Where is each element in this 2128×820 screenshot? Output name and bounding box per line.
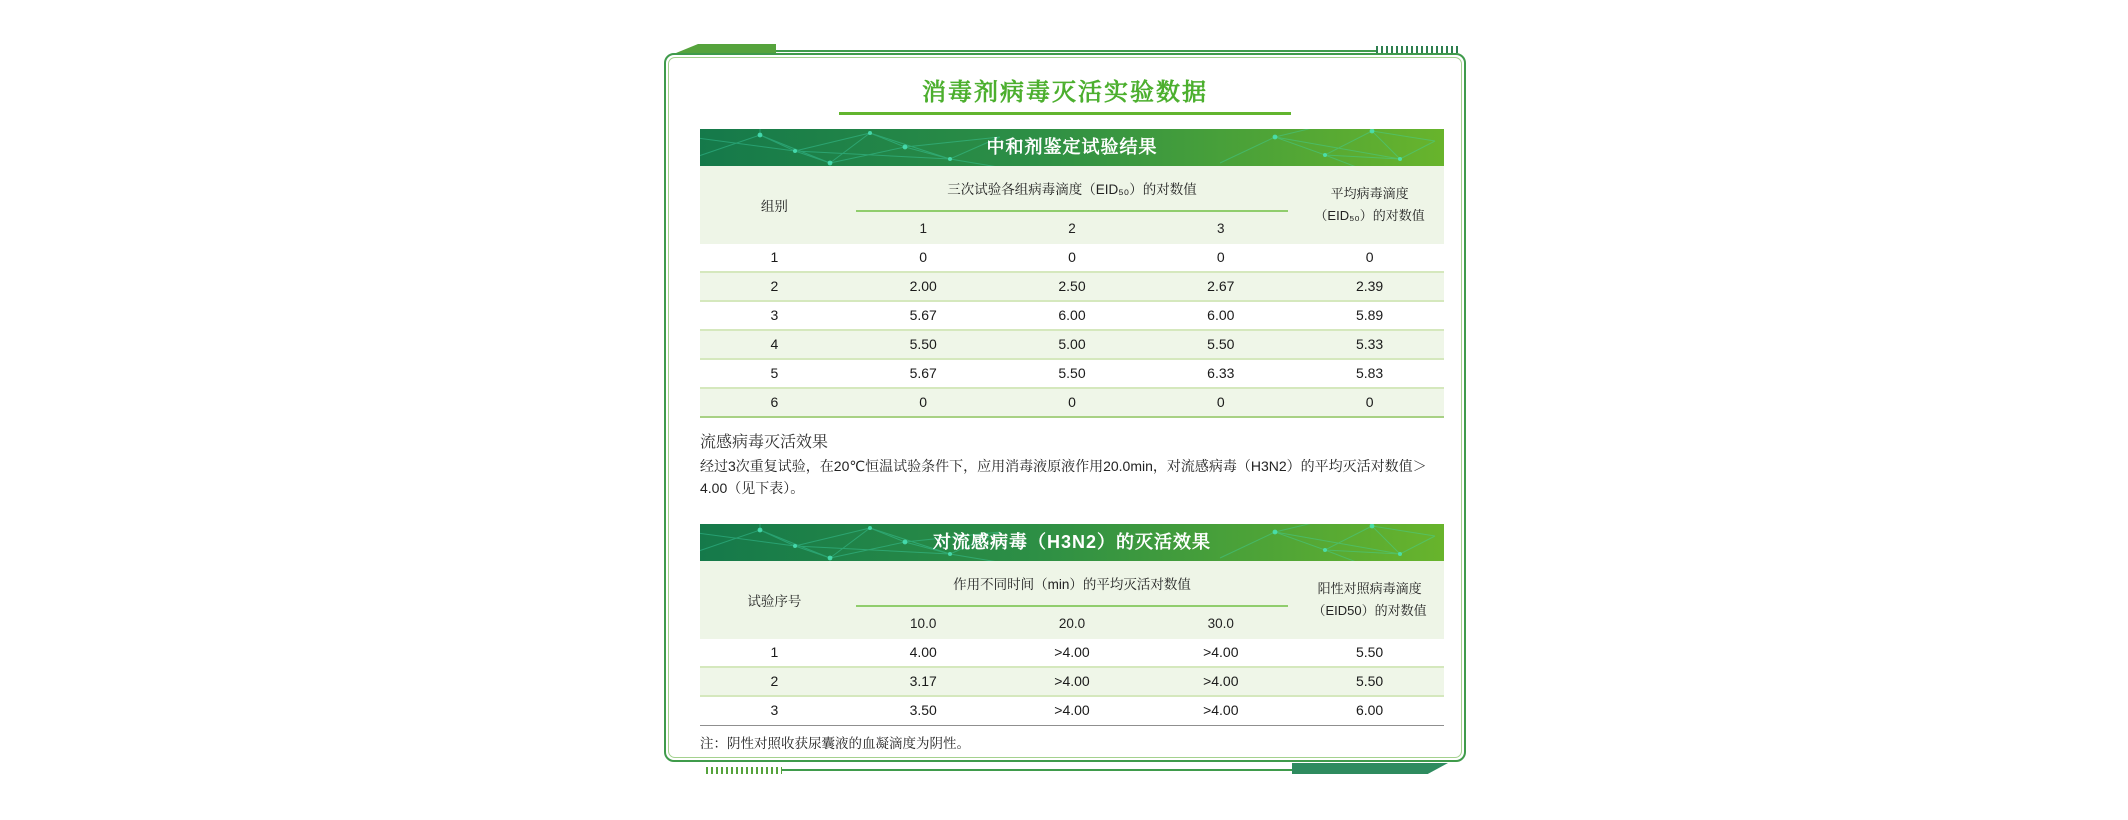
table-cell: 6.00 <box>1207 307 1235 323</box>
section-paragraph: 经过3次重复试验，在20℃恒温试验条件下，应用消毒液原液作用20.0min，对流感病毒（H3N2）的平均灭活对数值＞4.00（见下表）。 <box>700 458 1427 496</box>
table1-span-underline <box>856 210 1288 212</box>
table2-avg-header-line2: （EID50）的对数值 <box>1312 603 1427 618</box>
table2-banner <box>700 524 1444 561</box>
table-cell: 1 <box>770 249 779 265</box>
table-cell: >4.00 <box>1203 702 1239 718</box>
table-cell: 2 <box>770 673 779 689</box>
table2-banner-title: 对流感病毒（H3N2）的灭活效果 <box>932 532 1212 552</box>
table-cell: 3.17 <box>909 673 937 689</box>
table-cell: >4.00 <box>1203 644 1239 660</box>
table1-banner <box>700 129 1444 166</box>
table-cell: 0 <box>1068 249 1076 265</box>
corner-ribbon-bottom-right <box>1292 763 1448 774</box>
table-cell: 5.50 <box>1058 365 1086 381</box>
table-cell: 0 <box>1365 249 1374 265</box>
top-right-hatch-decoration <box>1376 46 1458 53</box>
table-cell: 2 <box>770 278 779 294</box>
bottom-decorative-line <box>782 769 1294 771</box>
table-cell: 4 <box>770 336 779 352</box>
table-row <box>700 639 1444 668</box>
table-cell: 4.00 <box>909 644 937 660</box>
table-cell: 2.00 <box>909 278 937 294</box>
table-row <box>700 244 1444 273</box>
table1-span-header: 三次试验各组病毒滴度（EID₅₀）的对数值 <box>947 182 1197 197</box>
table2-avg-header-line1: 阳性对照病毒滴度 <box>1317 581 1422 596</box>
table-cell: 5.50 <box>1355 644 1384 660</box>
title-underline <box>839 112 1291 115</box>
table-cell: 5.50 <box>1355 673 1384 689</box>
table-cell: >4.00 <box>1054 673 1090 689</box>
table-row <box>700 331 1444 360</box>
table2-body <box>700 639 1444 726</box>
table2-span-underline <box>856 605 1288 607</box>
table1-header <box>700 166 1444 246</box>
table-row <box>700 697 1444 726</box>
corner-ribbon-top-left <box>676 44 776 53</box>
table-cell: 0 <box>1068 394 1076 410</box>
top-decorative-line <box>776 50 1376 52</box>
table1-group-header: 组别 <box>760 199 788 214</box>
table1-banner-title: 中和剂鉴定试验结果 <box>986 137 1158 157</box>
table-cell: 0 <box>1216 394 1225 410</box>
table-row <box>700 302 1444 331</box>
table-cell: 2.39 <box>1355 278 1384 294</box>
table-cell: 5.50 <box>1207 336 1235 352</box>
table-cell: 2.67 <box>1207 278 1235 294</box>
table-cell: 1 <box>770 644 779 660</box>
table-row <box>700 273 1444 302</box>
table-cell: 6.33 <box>1207 365 1235 381</box>
table-cell: 5.50 <box>909 336 937 352</box>
table-cell: 5.67 <box>909 307 937 323</box>
table1-subheader-3: 3 <box>1217 220 1225 236</box>
table-cell: >4.00 <box>1054 702 1090 718</box>
table-cell: 5 <box>770 365 779 381</box>
table1-avg-header-line2: （EID₅₀）的对数值 <box>1314 208 1425 223</box>
page-title: 消毒剂病毒灭活实验数据 <box>922 79 1208 106</box>
table-row <box>700 668 1444 697</box>
table-cell: >4.00 <box>1203 673 1239 689</box>
table-cell: 3 <box>770 702 779 718</box>
table2-span-header: 作用不同时间（min）的平均灭活对数值 <box>953 577 1191 592</box>
table-cell: >4.00 <box>1054 644 1090 660</box>
section-heading: 流感病毒灭活效果 <box>700 434 829 451</box>
table-cell: 2.50 <box>1058 278 1086 294</box>
table2-subheader-3: 30.0 <box>1207 615 1234 631</box>
table-cell: 0 <box>919 394 928 410</box>
table-cell: 6 <box>770 394 779 410</box>
table2-subheader-1: 10.0 <box>910 615 937 631</box>
table1-avg-header-line1: 平均病毒滴度 <box>1330 186 1409 201</box>
table-cell: 5.89 <box>1355 307 1384 323</box>
table-cell: 5.83 <box>1355 365 1384 381</box>
table-row <box>700 389 1444 418</box>
table2-group-header: 试验序号 <box>747 594 802 609</box>
table-cell: 6.00 <box>1058 307 1086 323</box>
table2-avg-header <box>1295 561 1444 639</box>
table-row <box>700 360 1444 389</box>
table-cell: 5.00 <box>1058 336 1086 352</box>
table1-subheader-1: 1 <box>919 220 927 236</box>
table-cell: 3 <box>770 307 779 323</box>
table-cell: 0 <box>919 249 928 265</box>
table-cell: 0 <box>1365 394 1374 410</box>
table2-subheader-2: 20.0 <box>1058 615 1086 631</box>
table1-body <box>700 244 1444 418</box>
report-card <box>664 53 1466 762</box>
table1-subheader-2: 2 <box>1068 220 1076 236</box>
table1-avg-header <box>1295 166 1444 244</box>
table-cell: 3.50 <box>909 702 937 718</box>
table-cell: 5.67 <box>909 365 937 381</box>
table-cell: 0 <box>1216 249 1225 265</box>
table-cell: 5.33 <box>1355 336 1384 352</box>
table2-header <box>700 561 1444 641</box>
bottom-left-hatch-decoration <box>706 767 782 774</box>
table-cell: 6.00 <box>1355 702 1384 718</box>
footnote: 注：阴性对照收获尿囊液的血凝滴度为阴性。 <box>700 736 970 751</box>
